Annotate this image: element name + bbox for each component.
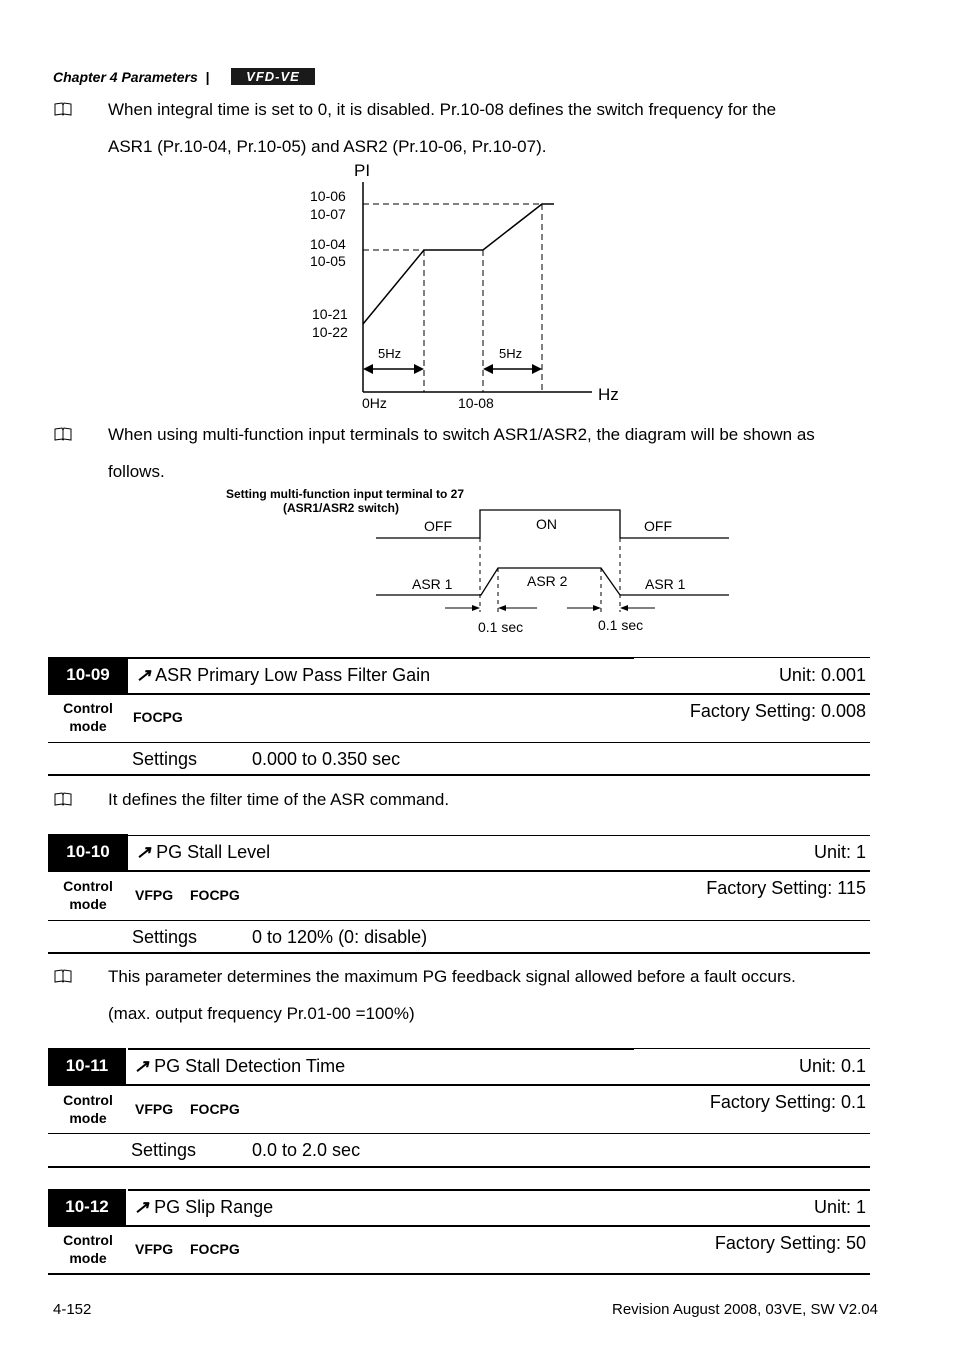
control-mode-label: Control mode	[63, 700, 113, 734]
param-title	[136, 657, 430, 693]
timing-caption-1: Setting multi-function input terminal to 27	[226, 487, 464, 501]
chapter-header	[53, 69, 210, 85]
off-label-right: OFF	[644, 518, 672, 534]
control-mode-focpg: FOCPG	[133, 709, 183, 725]
settings-label: Settings	[131, 1140, 197, 1160]
factory-setting: Factory Setting: 0.1	[709, 1092, 866, 1112]
span-arrowhead	[483, 364, 493, 374]
y-axis-label: PI	[354, 161, 371, 180]
off-label-left: OFF	[424, 518, 452, 534]
book-icon	[54, 792, 72, 806]
delay-label-1: 0.1 sec	[478, 619, 524, 635]
delay-label-2: 0.1 sec	[598, 617, 644, 633]
span-label-1: 5Hz	[378, 346, 402, 361]
param-title	[134, 1189, 273, 1225]
multi-line-1: When using multi-function input terminals to switch ASR1/ASR2, the diagram will be shown as	[108, 425, 815, 444]
factory-setting: Factory Setting: 0.008	[689, 701, 866, 721]
adjustable-icon: ↗	[136, 842, 152, 862]
timing-caption-2: (ASR1/ASR2 switch)	[282, 501, 400, 515]
note-10-09: It defines the filter time of the ASR command.	[108, 790, 450, 809]
param-block-10-09	[48, 657, 870, 777]
multi-line-2: follows.	[108, 462, 165, 481]
settings-label: Settings	[132, 749, 198, 769]
factory-setting: Factory Setting: 50	[714, 1233, 866, 1253]
control-mode-label: Control mode	[63, 1092, 113, 1126]
param-title	[134, 1048, 345, 1084]
asr1-asr2-timing-diagram	[195, 484, 740, 640]
page-number: 4-152	[53, 1301, 92, 1318]
param-title-text: PG Slip Range	[154, 1197, 274, 1217]
param-unit: Unit: 0.1	[798, 1056, 866, 1076]
asr1-label-right: ASR 1	[645, 576, 686, 592]
delay-arrowhead	[472, 605, 480, 611]
span-arrowhead	[414, 364, 424, 374]
control-mode-vfpg: VFPG	[135, 887, 174, 903]
book-icon	[54, 102, 72, 116]
y-label-10-06: 10-06	[310, 188, 346, 204]
book-icon	[54, 969, 72, 983]
on-label: ON	[536, 516, 557, 532]
param-title-text: ASR Primary Low Pass Filter Gain	[155, 665, 431, 685]
control-mode-focpg: FOCPG	[190, 1241, 240, 1257]
x-label-0hz: 0Hz	[362, 395, 387, 411]
settings-value: 0.000 to 0.350 sec	[252, 749, 401, 769]
param-unit: Unit: 1	[813, 842, 866, 862]
y-label-10-22: 10-22	[312, 324, 348, 340]
note-10-10-line-1: This parameter determines the maximum PG feedback signal allowed before a fault occurs.	[108, 967, 796, 986]
param-block-10-10	[48, 834, 870, 956]
asr-switch-frequency-diagram	[300, 158, 640, 414]
param-title-text: PG Stall Detection Time	[154, 1056, 346, 1076]
intro-line-2: ASR1 (Pr.10-04, Pr.10-05) and ASR2 (Pr.10-06, Pr.10-07).	[108, 137, 547, 156]
control-mode-vfpg: VFPG	[135, 1101, 174, 1117]
param-block-10-11	[48, 1048, 870, 1170]
param-number: 10-09	[48, 657, 128, 693]
asr2-label: ASR 2	[527, 573, 568, 589]
x-label-10-08: 10-08	[458, 395, 494, 411]
control-mode-vfpg: VFPG	[135, 1241, 174, 1257]
param-unit: Unit: 1	[813, 1197, 866, 1217]
param-block-10-12	[48, 1189, 870, 1279]
asr1-label-left: ASR 1	[412, 576, 453, 592]
control-mode-label: Control mode	[63, 1232, 113, 1266]
span-label-2: 5Hz	[499, 346, 523, 361]
delay-arrowhead	[620, 605, 628, 611]
chapter-title: Chapter 4 Parameters	[53, 69, 198, 85]
revision-info: Revision August 2008, 03VE, SW V2.04	[612, 1301, 878, 1318]
delay-arrowhead	[593, 605, 601, 611]
y-label-10-05: 10-05	[310, 253, 346, 269]
param-number: 10-10	[48, 834, 128, 870]
settings-value: 0.0 to 2.0 sec	[252, 1140, 361, 1160]
param-number: 10-11	[48, 1048, 126, 1084]
param-title	[136, 834, 270, 870]
param-unit: Unit: 0.001	[778, 665, 866, 685]
y-label-10-04: 10-04	[310, 236, 346, 252]
x-axis-label: Hz	[598, 385, 619, 404]
y-label-10-07: 10-07	[310, 206, 346, 222]
span-arrowhead	[363, 364, 373, 374]
settings-label: Settings	[132, 927, 198, 947]
pi-curve	[363, 204, 554, 324]
adjustable-icon: ↗	[134, 1197, 150, 1217]
intro-line-1: When integral time is set to 0, it is disabled. Pr.10-08 defines the switch frequency for the	[108, 100, 777, 119]
book-icon	[54, 427, 72, 441]
vfd-ve-logo: VFD-VE	[231, 68, 315, 85]
note-10-10-line-2: (max. output frequency Pr.01-00 =100%)	[108, 1004, 415, 1023]
header-separator: |	[205, 69, 210, 85]
adjustable-icon: ↗	[136, 665, 152, 685]
delay-arrowhead	[498, 605, 506, 611]
param-title-text: PG Stall Level	[156, 842, 271, 862]
span-arrowhead	[532, 364, 542, 374]
control-mode-focpg: FOCPG	[190, 1101, 240, 1117]
y-label-10-21: 10-21	[312, 306, 348, 322]
control-mode-label: Control mode	[63, 878, 113, 912]
param-number: 10-12	[48, 1189, 126, 1225]
adjustable-icon: ↗	[134, 1056, 150, 1076]
control-mode-focpg: FOCPG	[190, 887, 240, 903]
settings-value: 0 to 120% (0: disable)	[252, 927, 428, 947]
factory-setting: Factory Setting: 115	[706, 878, 866, 898]
